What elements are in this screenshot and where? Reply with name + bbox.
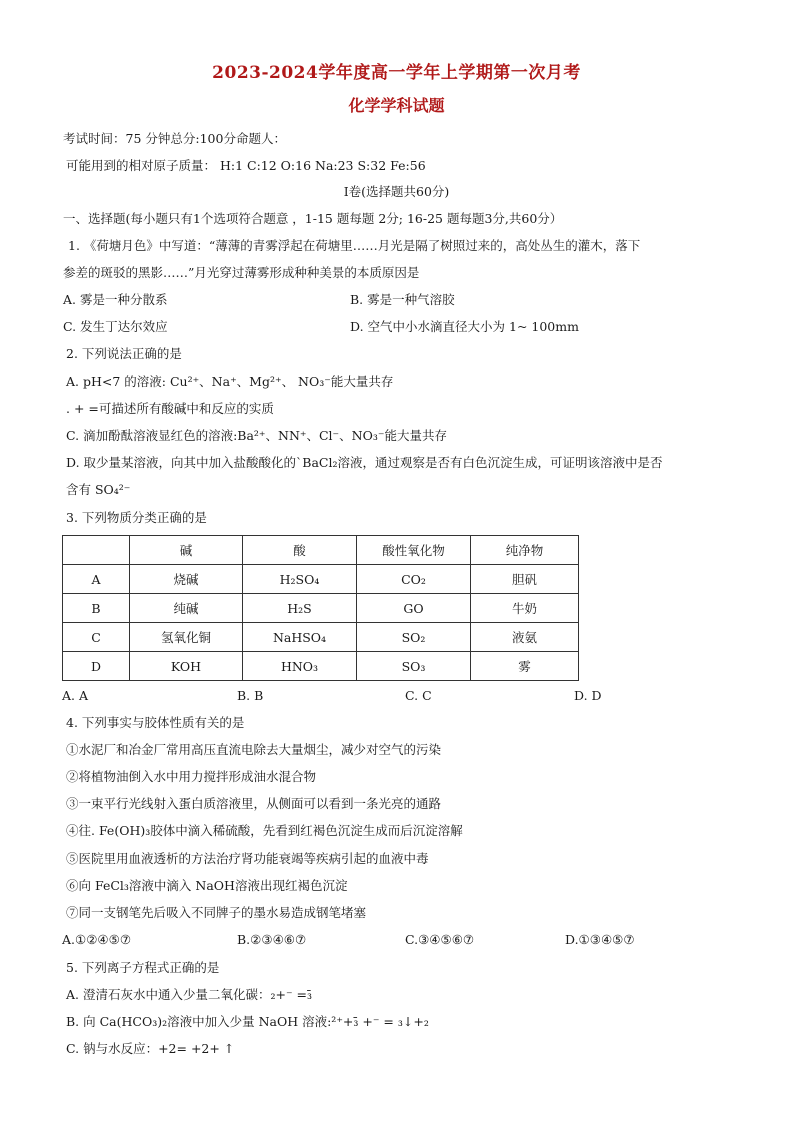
table-cell: HNO₃ [243, 652, 357, 681]
q2-option-d-line2: 含有 SO₄²⁻ [66, 482, 131, 497]
q4-stem: 4. 下列事实与胶体性质有关的是 [66, 715, 245, 730]
exam-title: 2023-2024学年度高一学年上学期第一次月考 [212, 63, 581, 83]
q2-option-b: . + =可描述所有酸碱中和反应的实质 [66, 401, 274, 416]
q5-stem: 5. 下列离子方程式正确的是 [66, 960, 220, 975]
exam-meta: 考试时间：75 分钟总分:100分命题人： [63, 131, 286, 146]
q4-item: ④往. Fe(OH)₃胶体中滴入稀硫酸，先看到红褐色沉淀生成而后沉淀溶解 [66, 823, 463, 838]
q4-item: ①水泥厂和冶金厂常用高压直流电除去大量烟尘，减少对空气的污染 [66, 742, 442, 757]
q4-item: ⑥向 FeCl₃溶液中滴入 NaOH溶液出现红褐色沉淀 [66, 878, 348, 893]
q1-option-d: D. 空气中小水滴直径大小为 1~ 100mm [350, 319, 579, 334]
q4-item: ②将植物油倒入水中用力搅拌形成油水混合物 [66, 769, 317, 784]
q3-option-c: C. C [405, 688, 432, 703]
table-cell: D [63, 652, 130, 681]
table-cell: SO₂ [357, 623, 471, 652]
q3-option-d: D. D [574, 688, 602, 703]
table-header-cell: 纯净物 [471, 536, 579, 565]
table-row [63, 623, 579, 652]
q5-option-c: C. 钠与水反应：+2= +2+ ↑ [66, 1041, 235, 1056]
table-row [63, 594, 579, 623]
q3-option-b: B. B [237, 688, 264, 703]
q2-stem: 2. 下列说法正确的是 [66, 346, 182, 361]
q2-option-a: A. pH<7 的溶液: Cu²⁺、Na⁺、Mg²⁺、 NO₃⁻能大量共存 [66, 374, 394, 389]
table-cell: C [63, 623, 130, 652]
table-cell: H₂S [243, 594, 357, 623]
subject-title: 化学学科试题 [348, 96, 445, 115]
q2-option-c: C. 滴加酚酞溶液显红色的溶液:Ba²⁺、NN⁺、Cl⁻、NO₃⁻能大量共存 [66, 428, 447, 443]
table-cell: 液氨 [471, 623, 579, 652]
q1-stem-line1: 1. 《荷塘月色》中写道：“薄薄的青雾浮起在荷塘里……月光是隔了树照过来的，高处丛生的灌木，落下 [68, 238, 641, 253]
table-cell: 牛奶 [471, 594, 579, 623]
q1-option-b: B. 雾是一种气溶胶 [350, 292, 455, 307]
table-cell: B [63, 594, 130, 623]
q1-option-a: A. 雾是一种分散系 [63, 292, 168, 307]
q4-item: ⑤医院里用血液透析的方法治疗肾功能衰竭等疾病引起的血液中毒 [66, 851, 429, 866]
table-cell: NaHSO₄ [243, 623, 357, 652]
table-cell: 纯碱 [130, 594, 243, 623]
table-cell: SO₃ [357, 652, 471, 681]
part-title: 一、选择题(每小题只有1个选项符合题意 ，1-15 题每题 2分; 16-25 题每题3分,共60分） [63, 211, 563, 226]
table-cell: 雾 [471, 652, 579, 681]
table-cell: 氢氧化铜 [130, 623, 243, 652]
q3-stem: 3. 下列物质分类正确的是 [66, 510, 207, 525]
table-cell: CO₂ [357, 565, 471, 594]
table-header-cell [63, 536, 130, 565]
q3-option-a: A. A [62, 688, 89, 703]
q1-stem-line2: 参差的斑驳的黑影……”月光穿过薄雾形成种种美景的本质原因是 [63, 265, 420, 280]
q4-item: ⑦同一支钢笔先后吸入不同牌子的墨水易造成钢笔堵塞 [66, 905, 367, 920]
table-header-cell: 碱 [130, 536, 243, 565]
table-cell: GO [357, 594, 471, 623]
table-cell: A [63, 565, 130, 594]
q4-option-a: A.①②④⑤⑦ [62, 932, 132, 947]
q4-option-b: B.②③④⑥⑦ [237, 932, 307, 947]
table-cell: KOH [130, 652, 243, 681]
table-cell: H₂SO₄ [243, 565, 357, 594]
table-header-cell: 酸 [243, 536, 357, 565]
q5-option-b: B. 向 Ca(HCO₃)₂溶液中加入少量 NaOH 溶液:²⁺+₃̄ +⁻ = ₃↓+₂ [66, 1014, 429, 1029]
q5-option-a: A. 澄清石灰水中通入少量二氧化碳：₂+⁻ =₃̄ [66, 987, 313, 1002]
q2-option-d-line1: D. 取少量某溶液，向其中加入盐酸酸化的`BaCl₂溶液，通过观察是否有白色沉淀生成，可证明该溶液中是否 [66, 455, 663, 470]
table-row [63, 565, 579, 594]
atomic-masses: 可能用到的相对原子质量： H:1 C:12 O:16 Na:23 S:32 Fe:56 [66, 158, 426, 173]
table-header-row [63, 536, 579, 565]
q4-option-d: D.①③④⑤⑦ [565, 932, 635, 947]
classification-table [62, 535, 579, 681]
section-title: Ⅰ卷(选择题共60分) [343, 184, 450, 199]
q1-option-c: C. 发生丁达尔效应 [63, 319, 168, 334]
table-cell: 胆矾 [471, 565, 579, 594]
q4-item: ③一束平行光线射入蛋白质溶液里，从侧面可以看到一条光亮的通路 [66, 796, 442, 811]
table-cell: 烧碱 [130, 565, 243, 594]
table-row [63, 652, 579, 681]
q4-option-c: C.③④⑤⑥⑦ [405, 932, 475, 947]
table-header-cell: 酸性氧化物 [357, 536, 471, 565]
